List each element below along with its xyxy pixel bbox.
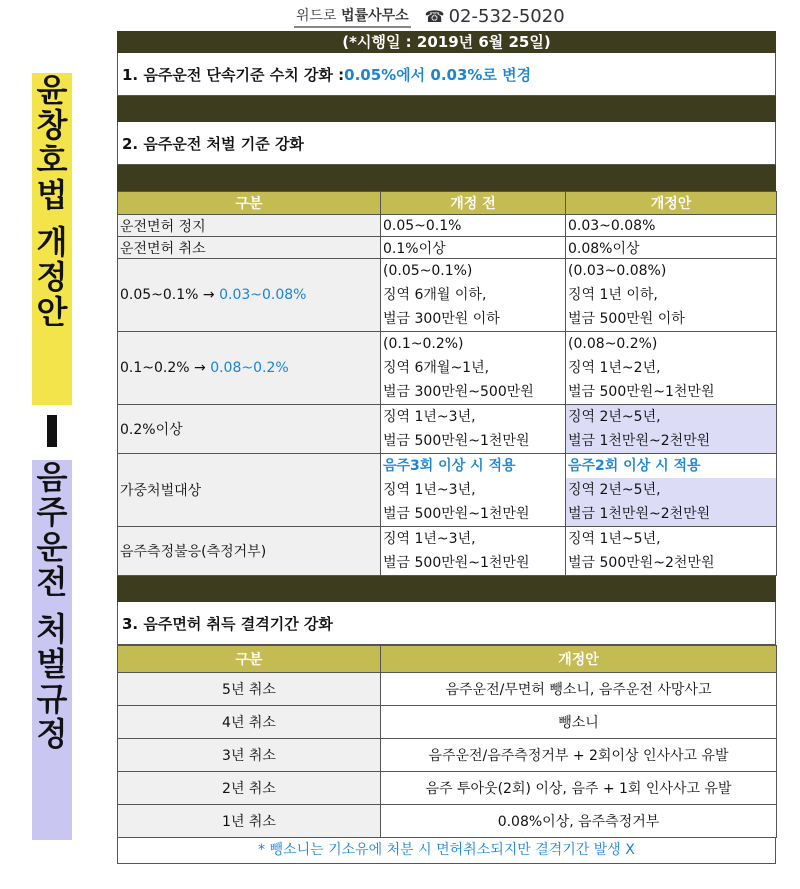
side-title-char: 정 <box>36 258 68 296</box>
side-title-divider <box>47 415 57 447</box>
table-header-row: 구분 개정 전 개정안 <box>118 192 777 215</box>
table-header-row: 구분 개정안 <box>118 646 777 673</box>
penalty-table <box>117 191 777 576</box>
main-content <box>117 31 776 864</box>
table-row: 2년 취소 음주 투아웃(2회) 이상, 음주 + 1회 인사사고 유발 <box>118 772 777 805</box>
side-title-char: 주 <box>36 493 68 531</box>
side-title-top <box>32 73 72 405</box>
table-row: 음주측정불응(측정거부) 징역 1년~3년, 벌금 500만원~1천만원 징역 1년~5년, 벌금 500만원~2천만원 <box>118 527 777 576</box>
footnote: * 뺑소니는 기소유에 처분 시 면허취소되지만 결격기간 발생 X <box>117 838 776 864</box>
side-title-bottom <box>32 460 72 840</box>
side-title-char: 법 <box>36 176 68 214</box>
section-divider <box>117 165 776 191</box>
side-title-char: 안 <box>36 293 68 331</box>
table-row: 운전면허 취소 0.1%이상 0.08%이상 <box>118 237 777 259</box>
table-row: 가중처벌대상 음주3회 이상 시 적용 징역 1년~3년, 벌금 500만원~1천만원 음주2회 이상 시 적용 징역 2년~5년, 벌금 1천만원~2천만원 <box>118 454 777 527</box>
side-title-char: 음 <box>36 458 68 496</box>
table-row: 1년 취소 0.08%이상, 음주측정거부 <box>118 805 777 838</box>
side-title-char: 벌 <box>36 645 68 683</box>
side-title-char: 창 <box>36 106 68 144</box>
section-divider <box>117 576 776 602</box>
firm-name: 위드로 법률사무소 <box>294 5 411 28</box>
section-1-heading: 1. 음주운전 단속기준 수치 강화 : 0.05%에서 0.03%로 변경 <box>117 53 776 96</box>
section-3-heading: 3. 음주면허 취득 결격기간 강화 <box>117 602 776 645</box>
section-2-heading: 2. 음주운전 처벌 기준 강화 <box>117 122 776 165</box>
table-row: 3년 취소 음주운전/음주측정거부 + 2회이상 인사사고 유발 <box>118 739 777 772</box>
side-title-char: 처 <box>36 610 68 648</box>
effective-date: (*시행일 : 2019년 6월 25일) <box>117 31 776 53</box>
table-row: 0.05~0.1% → 0.03~0.08% (0.05~0.1%) 징역 6개월 이하, 벌금 300만원 이하 (0.03~0.08%) 징역 1년 이하, 벌금 500만원 이하 <box>118 259 777 332</box>
phone-number: ☎ 02-532-5020 <box>424 5 565 27</box>
telephone-icon: ☎ <box>424 6 445 26</box>
side-title-char: 정 <box>36 715 68 753</box>
table-row: 5년 취소 음주운전/무면허 뺑소니, 음주운전 사망사고 <box>118 673 777 706</box>
table-row: 0.1~0.2% → 0.08~0.2% (0.1~0.2%) 징역 6개월~1년, 벌금 300만원~500만원 (0.08~0.2%) 징역 1년~2년, 벌금 500만원~1천만원 <box>118 332 777 405</box>
side-title-char: 규 <box>36 680 68 718</box>
side-title-char: 전 <box>36 563 68 601</box>
side-title-char: 윤 <box>36 71 68 109</box>
side-title-char: 운 <box>36 528 68 566</box>
side-title-char: 개 <box>36 223 68 261</box>
side-title-char: 호 <box>36 141 68 179</box>
header <box>294 4 565 28</box>
section-divider <box>117 96 776 122</box>
table-row: 운전면허 정지 0.05~0.1% 0.03~0.08% <box>118 215 777 237</box>
table-row: 4년 취소 뺑소니 <box>118 706 777 739</box>
table-row: 0.2%이상 징역 1년~3년, 벌금 500만원~1천만원 징역 2년~5년, 벌금 1천만원~2천만원 <box>118 405 777 454</box>
disqualification-table <box>117 645 777 838</box>
